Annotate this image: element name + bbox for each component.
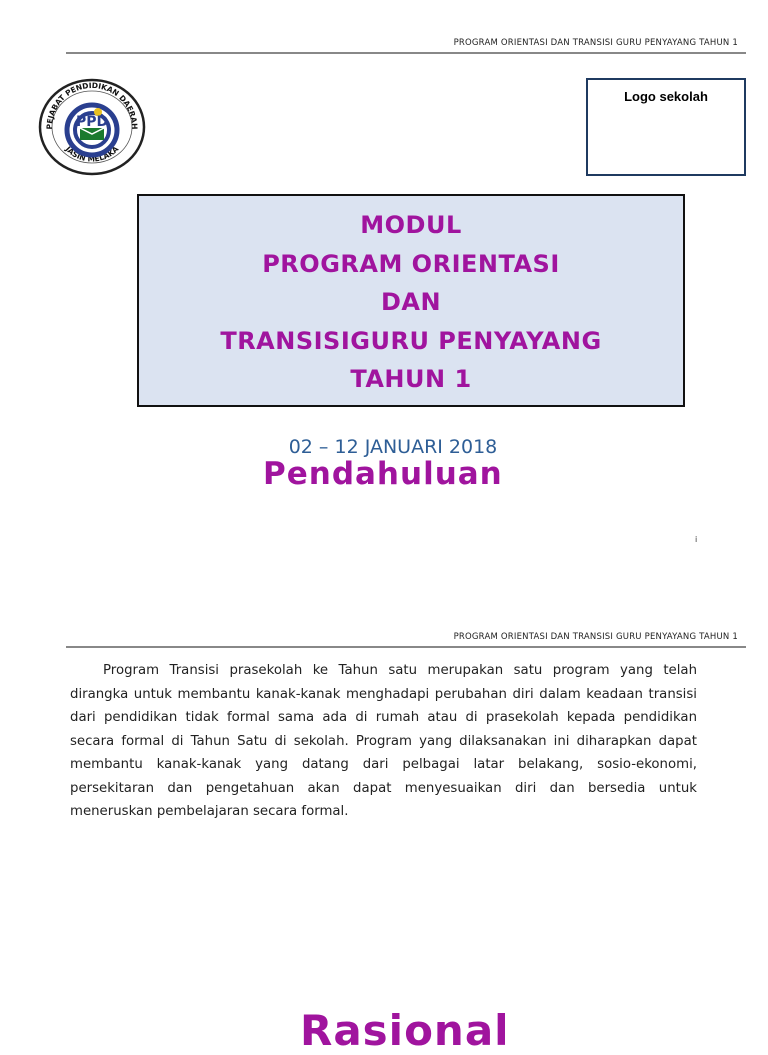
title-line-1: MODUL xyxy=(360,211,462,239)
logo-text-top: PEJABAT PENDIDIKAN DAERAH xyxy=(44,80,140,130)
school-logo-placeholder xyxy=(586,78,746,176)
section-heading: Pendahuluan xyxy=(263,456,503,492)
page-number: i xyxy=(695,535,698,544)
next-section-heading: Rasional xyxy=(300,1006,510,1055)
title-line-4: TRANSISIGURU PENYAYANG xyxy=(220,326,602,355)
logo-box-label: Logo sekolah xyxy=(624,89,708,104)
title-line-5: TAHUN 1 xyxy=(350,365,472,393)
logo-text-bottom: JASIN MELAKA xyxy=(63,144,121,164)
page-header: PROGRAM ORIENTASI DAN TRANSISI GURU PENYAYANG TAHUN 1 xyxy=(453,38,738,48)
page2-header-rule xyxy=(66,646,746,648)
page2-header: PROGRAM ORIENTASI DAN TRANSISI GURU PENYAYANG TAHUN 1 xyxy=(453,632,738,642)
module-title-box xyxy=(137,194,685,407)
ppd-jasin-logo xyxy=(38,78,146,176)
logo-mark: PPD xyxy=(76,114,109,130)
header-rule xyxy=(66,52,746,54)
program-date: 02 – 12 JANUARI 2018 xyxy=(288,436,498,458)
title-line-3: DAN xyxy=(380,288,442,316)
intro-paragraph: Program Transisi prasekolah ke Tahun satu merupakan satu program yang telah dirangka untuk membantu kanak-kanak menghadapi perubahan diri dalam keadaan transisi dari pendidikan tidak formal sama ada di rumah atau di prasekolah kepada pendidikan secara formal di Tahun Satu di sekolah. Program yang dilaksanakan ini diharapkan dapat membantu kanak-kanak yang datang dari pelbagai latar belakang, sosio-ekonomi, persekitaran dan pengetahuan akan dapat menyesuaikan diri dan bersedia untuk meneruskan pembelajaran secara formal. xyxy=(70,663,697,819)
title-line-2: PROGRAM ORIENTASI xyxy=(262,249,560,278)
